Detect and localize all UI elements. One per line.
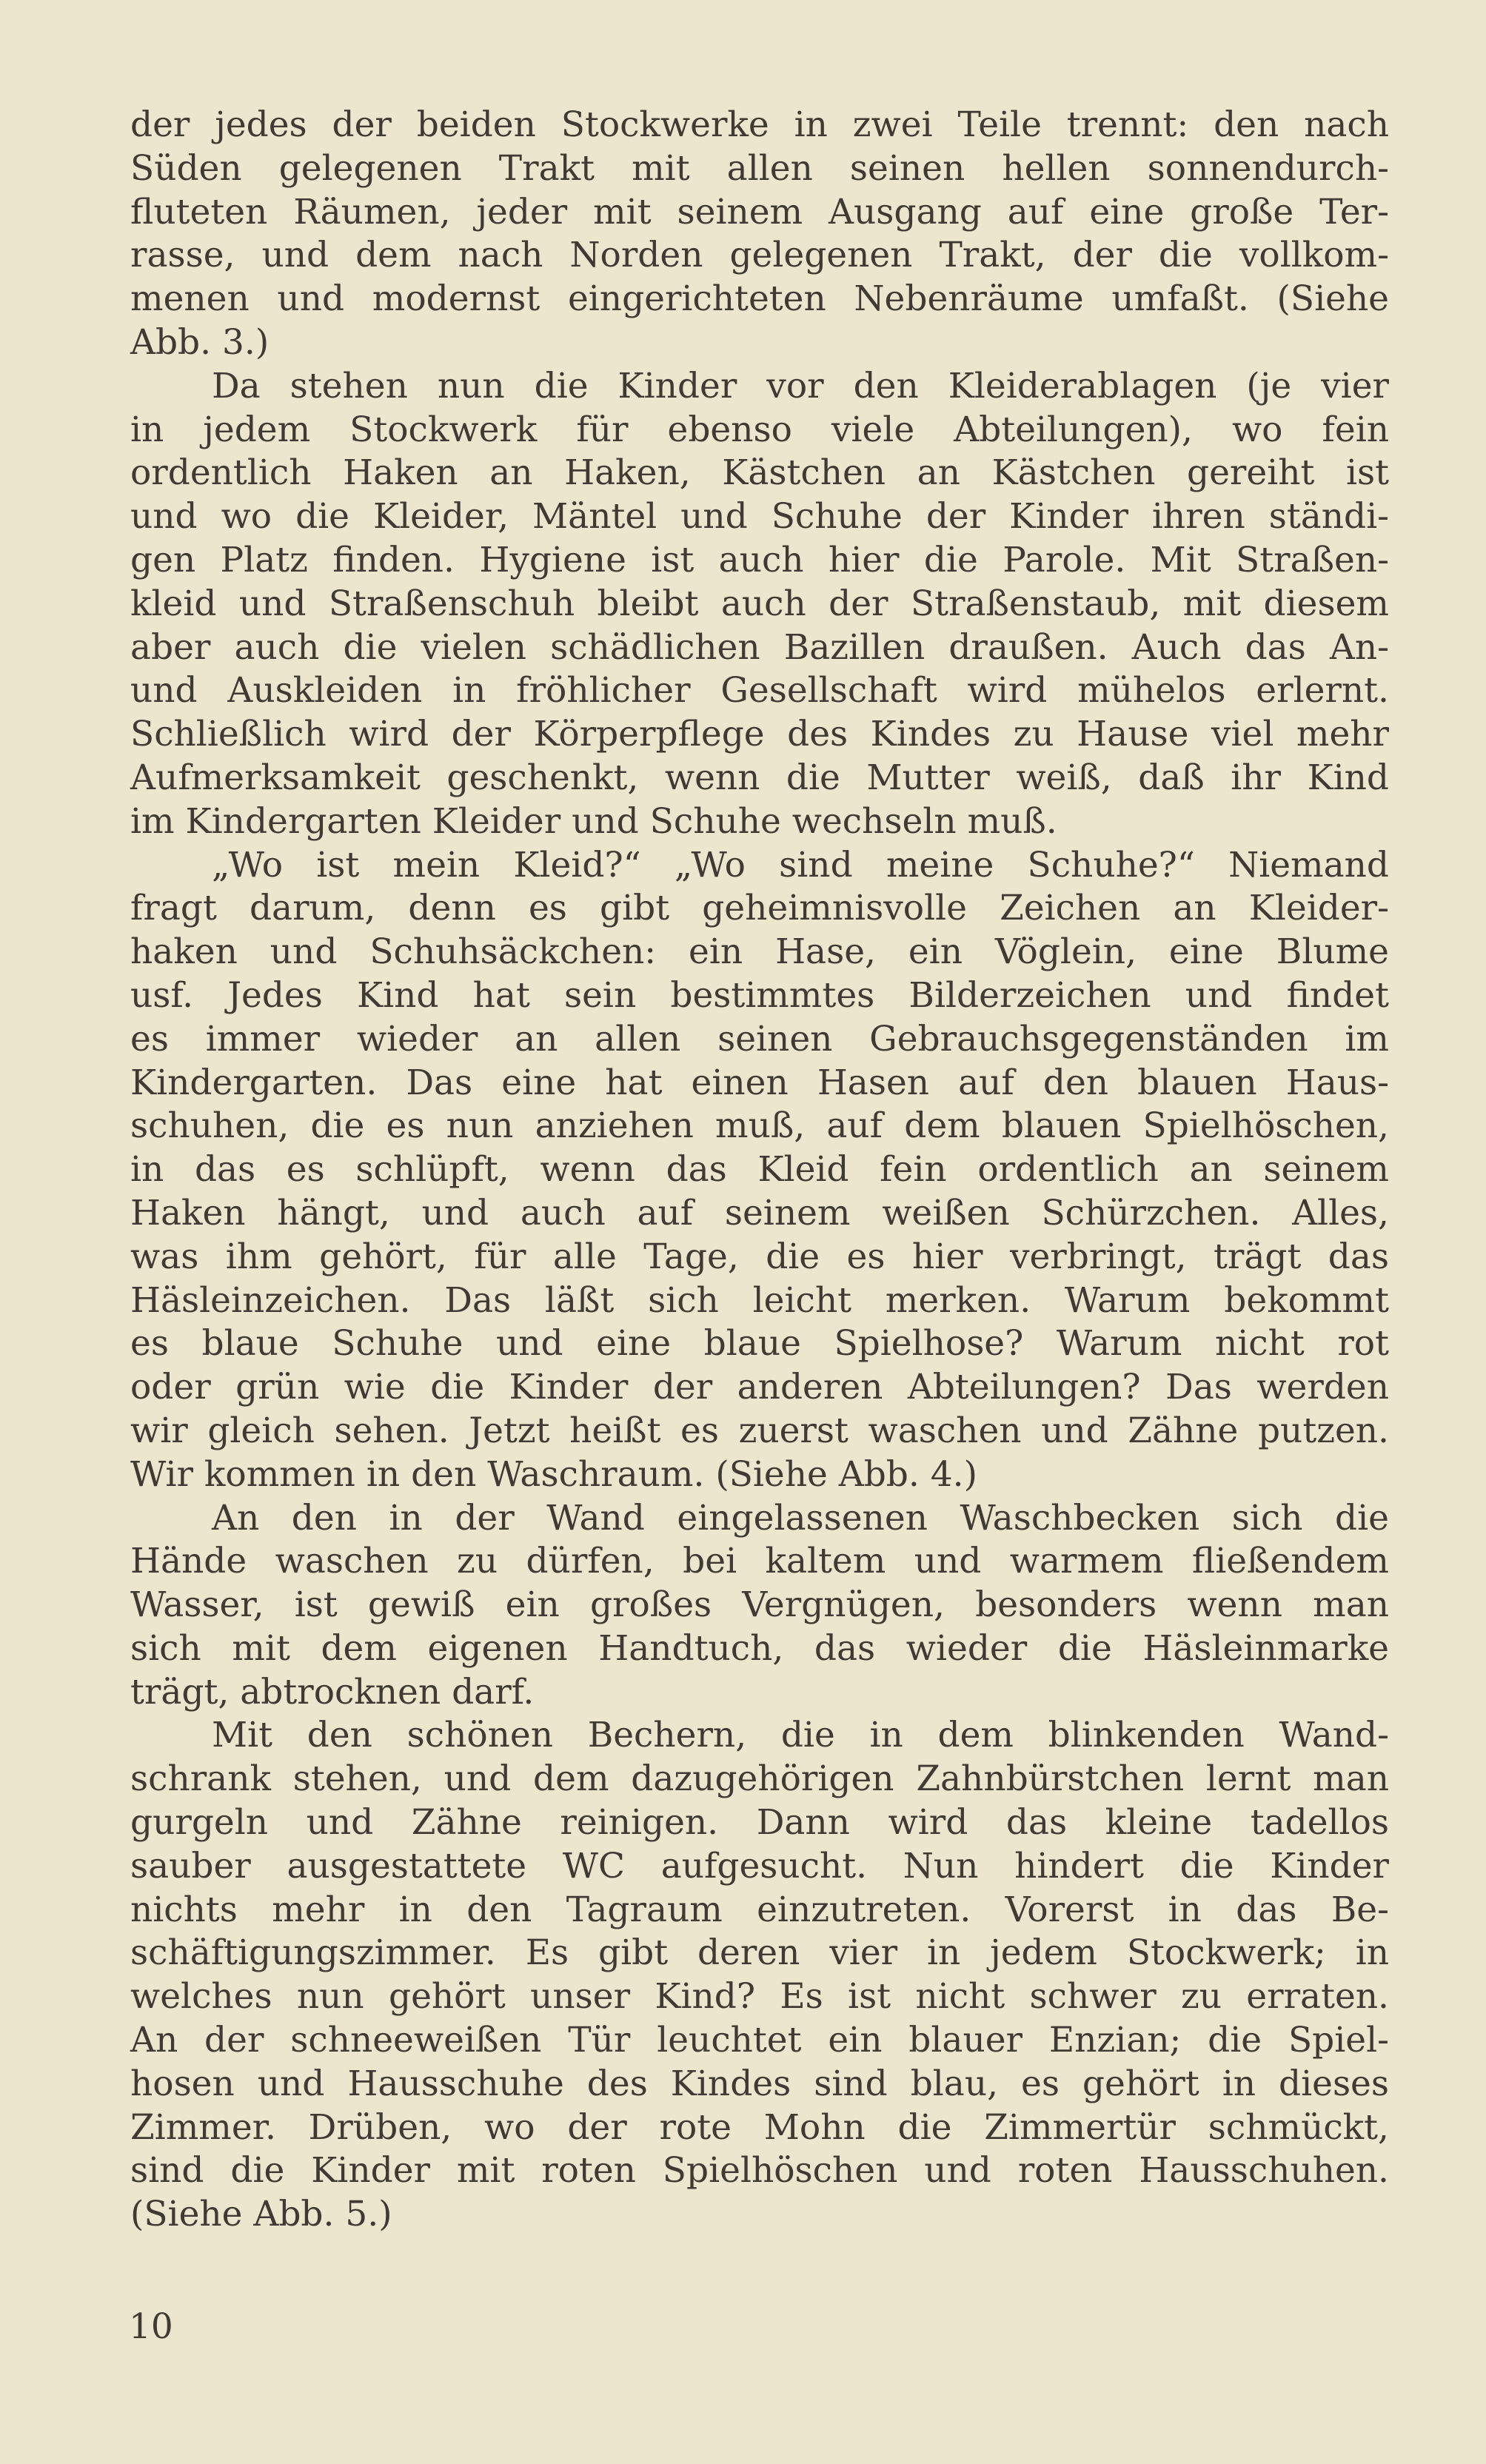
text-line: es immer wieder an allen seinen Gebrauchsgegenständen im <box>130 1018 1389 1059</box>
text-line: in jedem Stockwerk für ebenso viele Abteilungen), wo fein <box>130 409 1389 450</box>
text-line: und wo die Kleider, Mäntel und Schuhe der Kinder ihren ständi- <box>130 496 1389 538</box>
text-line: ordentlich Haken an Haken, Kästchen an Kästchen gereiht ist <box>130 452 1389 494</box>
text-line: wir gleich sehen. Jetzt heißt es zuerst waschen und Zähne putzen. <box>130 1410 1389 1451</box>
text-line: gurgeln und Zähne reinigen. Dann wird das kleine tadellos <box>130 1802 1389 1844</box>
text-line: fluteten Räumen, jeder mit seinem Ausgang auf eine große Ter- <box>130 191 1389 232</box>
text-line: usf. Jedes Kind hat sein bestimmtes Bilderzeichen und findet <box>130 974 1389 1016</box>
text-line: welches nun gehört unser Kind? Es ist nicht schwer zu erraten. <box>130 1976 1389 2018</box>
text-line: was ihm gehört, für alle Tage, die es hier verbringt, trägt das <box>130 1236 1389 1277</box>
text-line: Häsleinzeichen. Das läßt sich leicht merken. Warum bekommt <box>130 1279 1389 1321</box>
text-line: An den in der Wand eingelassenen Waschbecken sich die <box>212 1497 1389 1539</box>
text-line: nichts mehr in den Tagraum einzutreten. Vorerst in das Be- <box>130 1889 1389 1930</box>
text-line: Da stehen nun die Kinder vor den Kleiderablagen (je vier <box>212 365 1389 406</box>
text-line: in das es schlüpft, wenn das Kleid fein ordentlich an seinem <box>130 1149 1389 1191</box>
text-line: (Siehe Abb. 5.) <box>130 2194 392 2235</box>
text-line: sich mit dem eigenen Handtuch, das wieder die Häsleinmarke <box>130 1627 1389 1669</box>
text-line: im Kindergarten Kleider und Schuhe wechseln muß. <box>130 800 1057 842</box>
text-line: schuhen, die es nun anziehen muß, auf dem blauen Spielhöschen, <box>130 1105 1389 1147</box>
text-line: Aufmerksamkeit geschenkt, wenn die Mutter weiß, daß ihr Kind <box>130 757 1389 798</box>
text-line: schrank stehen, und dem dazugehörigen Zahnbürstchen lernt man <box>130 1758 1389 1800</box>
text-line: gen Platz finden. Hygiene ist auch hier die Parole. Mit Straßen- <box>130 539 1389 580</box>
text-line: trägt, abtrocknen darf. <box>130 1671 535 1713</box>
text-line: schäftigungszimmer. Es gibt deren vier in jedem Stockwerk; in <box>130 1932 1389 1974</box>
body-text <box>130 104 1389 2237</box>
text-line: kleid und Straßenschuh bleibt auch der Straßenstaub, mit diesem <box>130 583 1389 624</box>
text-line: Hände waschen zu dürfen, bei kaltem und warmem fließendem <box>130 1541 1389 1582</box>
page-number: 10 <box>129 2306 173 2347</box>
text-line: fragt darum, denn es gibt geheimnisvolle Zeichen an Kleider- <box>130 888 1389 929</box>
text-line: sind die Kinder mit roten Spielhöschen und roten Hausschuhen. <box>130 2150 1389 2192</box>
text-line: Zimmer. Drüben, wo der rote Mohn die Zimmertür schmückt, <box>130 2106 1389 2148</box>
text-line: rasse, und dem nach Norden gelegenen Trakt, der die vollkom- <box>130 235 1389 276</box>
text-line: sauber ausgestattete WC aufgesucht. Nun hindert die Kinder <box>130 1845 1389 1886</box>
text-line: Wasser, ist gewiß ein großes Vergnügen, besonders wenn man <box>130 1584 1389 1626</box>
text-line: Wir kommen in den Waschraum. (Siehe Abb. 4.) <box>130 1453 977 1495</box>
text-line: Schließlich wird der Körperpflege des Kindes zu Hause viel mehr <box>130 714 1389 755</box>
text-line: Abb. 3.) <box>130 321 270 363</box>
text-line: und Auskleiden in fröhlicher Gesellschaft wird mühelos erlernt. <box>130 670 1389 712</box>
text-line: „Wo ist mein Kleid?“ „Wo sind meine Schuhe?“ Niemand <box>212 844 1389 886</box>
text-line: Mit den schönen Bechern, die in dem blinkenden Wand- <box>212 1715 1389 1756</box>
text-line: Haken hängt, und auch auf seinem weißen Schürzchen. Alles, <box>130 1192 1389 1233</box>
text-line: Süden gelegenen Trakt mit allen seinen hellen sonnendurch- <box>130 147 1389 189</box>
text-line: haken und Schuhsäckchen: ein Hase, ein Vöglein, eine Blume <box>130 931 1389 973</box>
text-line: der jedes der beiden Stockwerke in zwei Teile trennt: den nach <box>130 104 1389 145</box>
text-line: es blaue Schuhe und eine blaue Spielhose? Warum nicht rot <box>130 1323 1389 1365</box>
text-line: menen und modernst eingerichteten Nebenräume umfaßt. (Siehe <box>130 278 1389 320</box>
text-line: Kindergarten. Das eine hat einen Hasen auf den blauen Haus- <box>130 1062 1389 1103</box>
text-line: hosen und Hausschuhe des Kindes sind blau, es gehört in dieses <box>130 2063 1389 2104</box>
text-line: An der schneeweißen Tür leuchtet ein blauer Enzian; die Spiel- <box>130 2020 1389 2061</box>
text-line: oder grün wie die Kinder der anderen Abteilungen? Das werden <box>130 1367 1389 1408</box>
text-line: aber auch die vielen schädlichen Bazillen draußen. Auch das An- <box>130 626 1389 668</box>
